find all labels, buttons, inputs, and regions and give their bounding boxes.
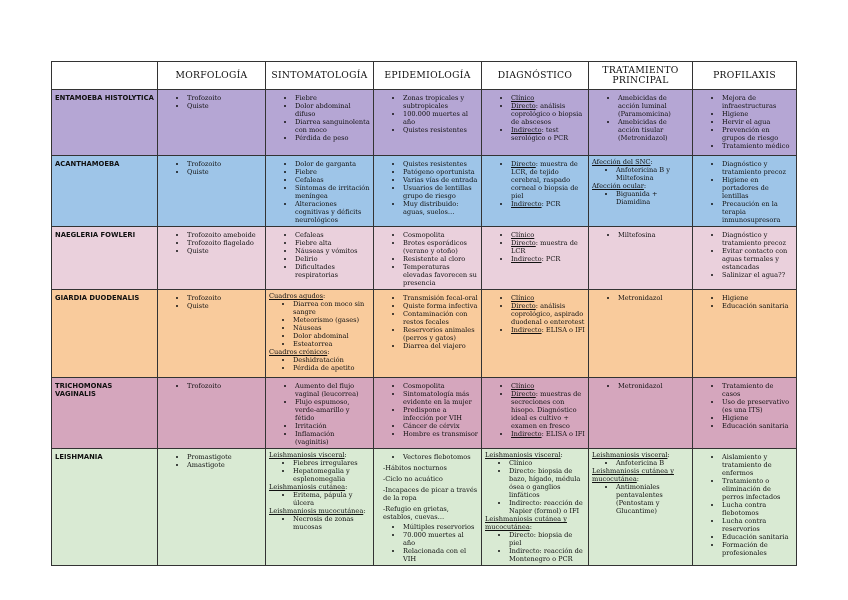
- list-item: • Patógeno oportunista: [403, 168, 478, 176]
- list-item: • Contaminación con restos fecales: [403, 310, 478, 326]
- list-item: • Cosmopolita: [403, 231, 478, 239]
- cell-profilaxis: [693, 449, 797, 566]
- list-item: [511, 255, 585, 263]
- bullet-list: [161, 294, 262, 310]
- bullet-list: [696, 382, 793, 430]
- plain-line: -Hábitos nocturnos: [383, 464, 447, 472]
- bullet-list: [269, 515, 370, 531]
- list-item: • Necrosis de zonas mucosas: [293, 515, 370, 531]
- bullet-list: [377, 231, 478, 287]
- list-item: • Metronidazol: [618, 294, 689, 302]
- list-item: • Fiebre: [295, 168, 370, 176]
- group-heading: [269, 451, 370, 459]
- list-item: • Náuseas y vómitos: [295, 247, 370, 255]
- cell-profilaxis: [693, 378, 797, 449]
- list-item: • Directo: biopsia de piel: [509, 531, 585, 547]
- bullet-list: [161, 160, 262, 176]
- diagnostic-detail: : muestras de secreciones con hisopo. Diagnóstico ideal es cultivo + examen en fresco: [511, 390, 582, 430]
- bullet-list: [485, 231, 585, 263]
- bullet-list: [485, 160, 585, 208]
- bullet-list: [269, 231, 370, 279]
- cell-sintomatologia: [266, 227, 374, 290]
- bullet-list: [377, 453, 478, 461]
- cell-sintomatologia: [266, 449, 374, 566]
- cell-morfologia: [158, 227, 266, 290]
- list-item: • Quiste: [187, 168, 262, 176]
- list-item: • Alteraciones cognitivas y déficits neurológicos: [295, 200, 370, 224]
- plain-line: -Ciclo no acuático: [383, 475, 443, 483]
- list-item: • Temperaturas elevadas favorecen su presencia: [403, 263, 478, 287]
- list-item: • Meteorismo (gases): [293, 316, 370, 324]
- list-item: • Cefaleas: [295, 176, 370, 184]
- parasitology-table: [51, 61, 797, 566]
- group-heading-label: Leishmaniosis visceral: [485, 451, 561, 459]
- list-item: • Uso de preservativo (es una ITS): [722, 398, 793, 414]
- diagnostic-detail: : ELISA o IFI: [541, 326, 585, 334]
- list-item: • Quiste: [187, 102, 262, 110]
- list-item: • Cefaleas: [295, 231, 370, 239]
- diagnostic-method: Indirecto: [511, 326, 542, 334]
- list-item: • Formación de profesionales: [722, 541, 793, 557]
- cell-morfologia: [158, 156, 266, 227]
- cell-sintomatologia: [266, 156, 374, 227]
- list-item: • Tratamiento médico: [722, 142, 793, 150]
- list-item: • Metronidazol: [618, 382, 689, 390]
- plain-line: -Incapaces de picar a través de la ropa: [383, 486, 478, 502]
- list-item: • Higiene: [722, 110, 793, 118]
- list-item: [511, 200, 585, 208]
- list-item: • Miltefosina: [618, 231, 689, 239]
- bullet-list: [269, 382, 370, 446]
- diagnostic-method: Directo: [511, 160, 536, 168]
- cell-profilaxis: [693, 156, 797, 227]
- list-item: [511, 239, 585, 255]
- list-item: • Quistes resistentes: [403, 126, 478, 134]
- header-profilaxis: PROFILAXIS: [693, 62, 797, 90]
- bullet-list: [377, 382, 478, 438]
- list-item: • Dificultades respiratorias: [295, 263, 370, 279]
- list-item: • Salinizar el agua??: [722, 271, 793, 279]
- list-item: • Quiste forma infectiva: [403, 302, 478, 310]
- list-item: • Usuarios de lentillas grupo de riesgo: [403, 184, 478, 200]
- list-item: • Diagnóstico y tratamiento precoz: [722, 160, 793, 176]
- group-heading-suffix: :: [344, 451, 347, 459]
- list-item: • Anfotericina B y Miltefosina: [616, 166, 689, 182]
- bullet-list: [592, 459, 689, 467]
- list-item: • Muy distribuido: aguas, suelos…: [403, 200, 478, 216]
- bullet-list: [377, 160, 478, 216]
- list-item: • Quistes resistentes: [403, 160, 478, 168]
- list-item: • Delirio: [295, 255, 370, 263]
- cell-diagnostico: [482, 227, 589, 290]
- group-heading: [269, 507, 370, 515]
- bullet-list: [592, 382, 689, 390]
- list-item: [511, 94, 585, 102]
- bullet-list: [377, 94, 478, 134]
- list-item: • Fiebre alta: [295, 239, 370, 247]
- bullet-list: [592, 166, 689, 182]
- group-heading-suffix: :: [636, 475, 639, 483]
- diagnostic-method: Indirecto: [511, 255, 542, 263]
- list-item: • Diarrea sanguinolenta con moco: [295, 118, 370, 134]
- list-item: • Diarrea del viajero: [403, 342, 478, 350]
- diagnostic-detail: : muestra de LCR: [511, 239, 578, 255]
- list-item: • Predispone a infección por VIH: [403, 406, 478, 422]
- cell-tratamiento: [589, 90, 693, 156]
- diagnostic-method: Clínico: [511, 382, 535, 390]
- diagnostic-method: Directo: [511, 390, 536, 398]
- group-heading: [592, 182, 689, 190]
- diagnostic-method: Clínico: [511, 294, 535, 302]
- bullet-list: [696, 453, 793, 557]
- group-heading-label: Leishmaniosis visceral: [592, 451, 668, 459]
- list-item: • Trofozoito: [187, 294, 262, 302]
- cell-tratamiento: [589, 449, 693, 566]
- bullet-list: [377, 523, 478, 563]
- list-item: • Amebicidas de acción luminal (Paramomicina): [618, 94, 689, 118]
- list-item: • Indirecto: reacción de Montenegro o PCR: [509, 547, 585, 563]
- list-item: • Dolor abdominal difuso: [295, 102, 370, 118]
- list-item: • Trofozoito flagelado: [187, 239, 262, 247]
- list-item: • Amastigote: [187, 461, 262, 469]
- list-item: [511, 430, 585, 438]
- cell-profilaxis: [693, 290, 797, 378]
- group-heading-label: Cuadros crónicos: [269, 348, 328, 356]
- list-item: • Tratamiento o eliminación de perros infectados: [722, 477, 793, 501]
- bullet-list: [485, 459, 585, 515]
- cell-diagnostico: [482, 378, 589, 449]
- list-item: • Irritación: [295, 422, 370, 430]
- group-heading-suffix: :: [529, 523, 532, 531]
- list-item: • Higiene en portadores de lentillas: [722, 176, 793, 200]
- group-heading: [269, 348, 370, 356]
- cell-profilaxis: [693, 90, 797, 156]
- list-item: • Esteatorrea: [293, 340, 370, 348]
- list-item: • Directo: biopsia de bazo, hígado, médula ósea o ganglios linfáticos: [509, 467, 585, 499]
- header-row: [52, 62, 797, 90]
- list-item: • Inflamación (vaginitis): [295, 430, 370, 446]
- cell-sintomatologia: [266, 90, 374, 156]
- cell-morfologia: [158, 290, 266, 378]
- bullet-list: [485, 382, 585, 438]
- list-item: • Varias vías de entrada: [403, 176, 478, 184]
- bullet-list: [592, 94, 689, 142]
- cell-diagnostico: [482, 449, 589, 566]
- list-item: • Síntomas de irritación meníngea: [295, 184, 370, 200]
- list-item: • Trofozoito ameboide: [187, 231, 262, 239]
- diagnostic-method: Directo: [511, 302, 536, 310]
- diagnostic-method: Directo: [511, 239, 536, 247]
- diagnostic-method: Indirecto: [511, 430, 542, 438]
- list-item: • Zonas tropicales y subtropicales: [403, 94, 478, 110]
- list-item: • Hombre es transmisor: [403, 430, 478, 438]
- cell-epidemiologia: [374, 378, 482, 449]
- table-row: [52, 90, 797, 156]
- diagnostic-method: Clínico: [511, 231, 535, 239]
- cell-tratamiento: [589, 378, 693, 449]
- list-item: • Aumento del flujo vaginal (leucorrea): [295, 382, 370, 398]
- list-item: • Mejora de infraestructuras: [722, 94, 793, 110]
- diagnostic-method: Clínico: [511, 94, 535, 102]
- group-heading: [485, 451, 585, 459]
- bullet-list: [592, 190, 689, 206]
- group-heading-label: Leishmaniosis mucocutánea: [269, 507, 364, 515]
- cell-morfologia: [158, 378, 266, 449]
- list-item: • Trofozoito: [187, 382, 262, 390]
- group-heading-label: Leishmaniosis cutánea y mucocutánea: [592, 467, 674, 483]
- list-item: [511, 160, 585, 200]
- list-item: • Prevención en grupos de riesgo: [722, 126, 793, 142]
- list-item: • Eritema, pápula y úlcera: [293, 491, 370, 507]
- group-heading: [269, 483, 370, 491]
- list-item: • Educación sanitaria: [722, 533, 793, 541]
- list-item: • Evitar contacto con aguas termales y estancadas: [722, 247, 793, 271]
- list-item: • Clínico: [509, 459, 585, 467]
- bullet-list: [696, 294, 793, 310]
- cell-epidemiologia: [374, 227, 482, 290]
- list-item: • Deshidratación: [293, 356, 370, 364]
- plain-line: -Refugio en grietas, establos, cuevas…: [383, 505, 449, 521]
- table-row: [52, 378, 797, 449]
- cell-epidemiologia: [374, 156, 482, 227]
- list-item: • Precaución en la terapia inmunosupresora: [722, 200, 793, 224]
- list-item: • Trofozoito: [187, 94, 262, 102]
- parasite-name: LEISHMANIA: [52, 449, 158, 566]
- list-item: • Pérdida de apetito: [293, 364, 370, 372]
- list-item: • Anfotericina B: [616, 459, 689, 467]
- list-item: • Cosmopolita: [403, 382, 478, 390]
- group-heading: [269, 292, 370, 300]
- cell-profilaxis: [693, 227, 797, 290]
- diagnostic-detail: : ELISA o IFI: [541, 430, 585, 438]
- group-heading-label: Leishmaniosis visceral: [269, 451, 345, 459]
- parasite-name: ACANTHAMOEBA: [52, 156, 158, 227]
- list-item: [511, 126, 585, 142]
- diagnostic-detail: : PCR: [541, 200, 561, 208]
- list-item: • Amebicidas de acción tisular (Metronidazol): [618, 118, 689, 142]
- list-item: • Promastigote: [187, 453, 262, 461]
- bullet-list: [592, 483, 689, 515]
- list-item: • Diagnóstico y tratamiento precoz: [722, 231, 793, 247]
- list-item: • Fiebre: [295, 94, 370, 102]
- group-heading: [592, 467, 689, 483]
- list-item: • Sintomatología más evidente en la mujer: [403, 390, 478, 406]
- group-heading-suffix: :: [345, 483, 348, 491]
- list-item: • Tratamiento de casos: [722, 382, 793, 398]
- group-heading-suffix: :: [327, 348, 330, 356]
- list-item: • Lucha contra flebotomos: [722, 501, 793, 517]
- cell-tratamiento: [589, 156, 693, 227]
- group-heading: [592, 451, 689, 459]
- list-item: [511, 302, 585, 326]
- list-item: • Pérdida de peso: [295, 134, 370, 142]
- group-heading-label: Afección ocular: [592, 182, 644, 190]
- list-item: • Antimoniales pentavalentes (Pentostam y Glucantime): [616, 483, 689, 515]
- list-item: • Resistente al cloro: [403, 255, 478, 263]
- list-item: • Flujo espumoso, verde-amarillo y fétido: [295, 398, 370, 422]
- group-heading-suffix: :: [323, 292, 326, 300]
- bullet-list: [592, 231, 689, 239]
- diagnostic-detail: : análisis coprológico, aspirado duodenal o enterotest: [511, 302, 585, 326]
- cell-diagnostico: [482, 90, 589, 156]
- list-item: [511, 326, 585, 334]
- header-sintomatologia: SINTOMATOLOGÍA: [266, 62, 374, 90]
- list-item: • Quiste: [187, 302, 262, 310]
- header-diagnostico: DIAGNÓSTICO: [482, 62, 589, 90]
- group-heading-suffix: :: [667, 451, 670, 459]
- bullet-list: [592, 294, 689, 302]
- diagnostic-method: Indirecto: [511, 126, 542, 134]
- list-item: • Múltiples reservorios: [403, 523, 478, 531]
- group-heading-label: Leishmaniosis cutánea: [269, 483, 346, 491]
- cell-epidemiologia: [374, 290, 482, 378]
- list-item: • Trofozoito: [187, 160, 262, 168]
- group-heading-suffix: :: [560, 451, 563, 459]
- bullet-list: [269, 160, 370, 224]
- list-item: • Higiene: [722, 414, 793, 422]
- header-epidemiologia: EPIDEMIOLOGÍA: [374, 62, 482, 90]
- cell-diagnostico: [482, 290, 589, 378]
- list-item: [511, 390, 585, 430]
- list-item: • Aislamiento y tratamiento de enfermos: [722, 453, 793, 477]
- bullet-list: [269, 356, 370, 372]
- list-item: • Fiebres irregulares: [293, 459, 370, 467]
- bullet-list: [269, 300, 370, 348]
- diagnostic-method: Indirecto: [511, 200, 542, 208]
- bullet-list: [696, 231, 793, 279]
- cell-epidemiologia: [374, 90, 482, 156]
- bullet-list: [161, 453, 262, 469]
- cell-morfologia: [158, 449, 266, 566]
- list-item: • Educación sanitaria: [722, 422, 793, 430]
- list-item: • Indirecto: reacción de Napier (formol) o IFI: [509, 499, 585, 515]
- parasite-name: ENTAMOEBA HISTOLYTICA: [52, 90, 158, 156]
- table-row: [52, 227, 797, 290]
- group-heading-suffix: :: [643, 182, 647, 190]
- cell-diagnostico: [482, 156, 589, 227]
- list-item: • Lucha contra reservorios: [722, 517, 793, 533]
- diagnostic-method: Directo: [511, 102, 536, 110]
- bullet-list: [269, 94, 370, 142]
- cell-morfologia: [158, 90, 266, 156]
- list-item: • 100.000 muertes al año: [403, 110, 478, 126]
- parasite-name: TRICHOMONAS VAGINALIS: [52, 378, 158, 449]
- group-heading: [592, 158, 689, 166]
- cell-epidemiologia: [374, 449, 482, 566]
- list-item: • Quiste: [187, 247, 262, 255]
- list-item: • Biguanida + Diamidina: [616, 190, 689, 206]
- header-cell-empty: [52, 62, 158, 90]
- list-item: [511, 294, 585, 302]
- bullet-list: [485, 294, 585, 334]
- bullet-list: [377, 294, 478, 350]
- list-item: • Dolor de garganta: [295, 160, 370, 168]
- cell-sintomatologia: [266, 378, 374, 449]
- bullet-list: [485, 531, 585, 563]
- table-row: [52, 156, 797, 227]
- list-item: [511, 382, 585, 390]
- list-item: • Hepatomegalia y esplenomegalia: [293, 467, 370, 483]
- list-item: • Relacionada con el VIH: [403, 547, 478, 563]
- cell-tratamiento: [589, 290, 693, 378]
- group-heading-label: Cuadros agudos: [269, 292, 324, 300]
- list-item: • Náuseas: [293, 324, 370, 332]
- bullet-list: [269, 459, 370, 483]
- list-item: • Higiene: [722, 294, 793, 302]
- cell-tratamiento: [589, 227, 693, 290]
- list-item: • Transmisión fecal-oral: [403, 294, 478, 302]
- list-item: • Diarrea con moco sin sangre: [293, 300, 370, 316]
- header-tratamiento: TRATAMIENTO PRINCIPAL: [589, 62, 693, 90]
- list-item: • Dolor abdominal: [293, 332, 370, 340]
- bullet-list: [269, 491, 370, 507]
- list-item: • Hervir el agua: [722, 118, 793, 126]
- table-row: [52, 290, 797, 378]
- diagnostic-detail: : PCR: [541, 255, 561, 263]
- bullet-list: [696, 160, 793, 224]
- group-heading-label: Afección del SNC: [592, 158, 651, 166]
- list-item: [511, 102, 585, 126]
- diagnostic-detail: : test serológico o PCR: [511, 126, 569, 142]
- bullet-list: [161, 231, 262, 255]
- group-heading-label: Leishmaniosis cutánea y mucocutánea: [485, 515, 567, 531]
- table-row: [52, 449, 797, 566]
- group-heading-suffix: :: [650, 158, 653, 166]
- list-item: • Cáncer de cérvix: [403, 422, 478, 430]
- list-item: • Vectores flebotomos: [403, 453, 478, 461]
- list-item: • Reservorios animales (perros y gatos): [403, 326, 478, 342]
- bullet-list: [161, 382, 262, 390]
- diagnostic-detail: : análisis coprológico o biopsia de abscesos: [511, 102, 583, 126]
- bullet-list: [161, 94, 262, 110]
- list-item: [511, 231, 585, 239]
- parasite-name: GIARDIA DUODENALIS: [52, 290, 158, 378]
- list-item: • 70.000 muertes al año: [403, 531, 478, 547]
- group-heading-suffix: :: [363, 507, 366, 515]
- bullet-list: [696, 94, 793, 150]
- group-heading: [485, 515, 585, 531]
- diagnostic-detail: : muestra de LCR, de tejido cerebral, raspado corneal o biopsia de piel: [511, 160, 579, 200]
- bullet-list: [485, 94, 585, 142]
- cell-sintomatologia: [266, 290, 374, 378]
- list-item: • Brotes esporádicos (verano y otoño): [403, 239, 478, 255]
- list-item: • Educación sanitaria: [722, 302, 793, 310]
- parasite-name: NAEGLERIA FOWLERI: [52, 227, 158, 290]
- header-morfologia: MORFOLOGÍA: [158, 62, 266, 90]
